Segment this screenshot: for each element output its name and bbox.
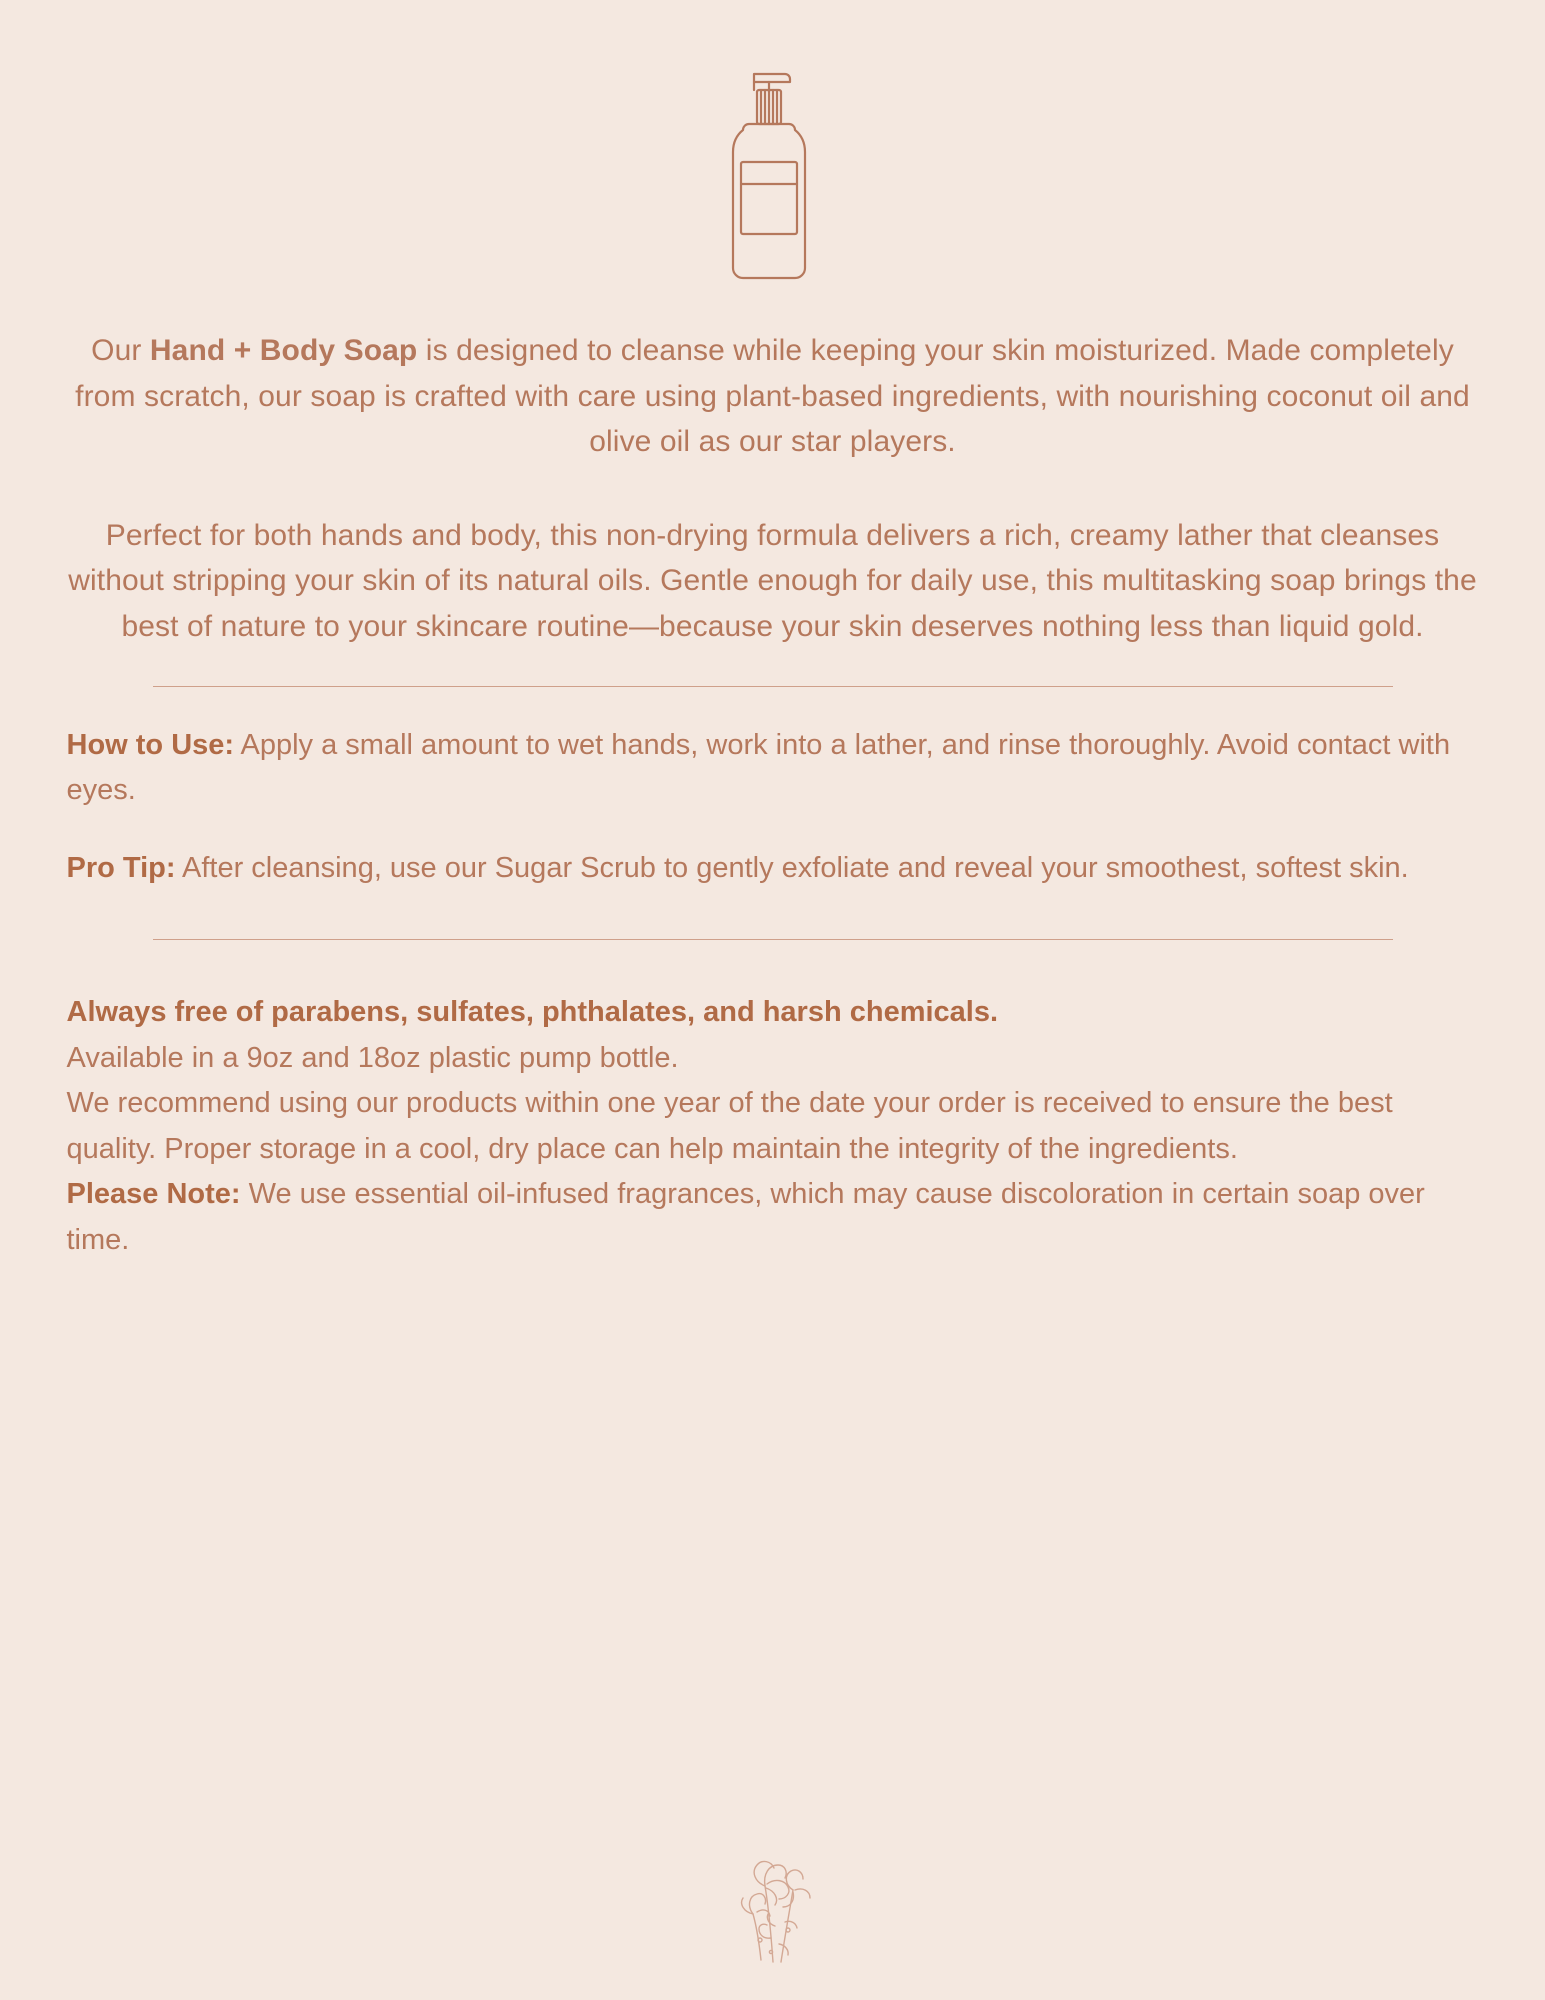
please-note-text: We use essential oil-infused fragrances, which may cause discoloration in certain soap over time. — [66, 1178, 1425, 1256]
intro-copy — [63, 292, 1483, 650]
intro-p1-pre: Our — [91, 334, 150, 367]
specs-section — [63, 940, 1483, 1263]
intro-paragraph-1 — [63, 292, 1483, 465]
please-note-paragraph — [67, 1172, 1483, 1263]
storage-line: We recommend using our products within one year of the date your order is received to ensure the best quality. Proper storage in a cool, dry place can help maintain the integrity of the ingredients. — [66, 1087, 1393, 1165]
how-to-use-text: Apply a small amount to wet hands, work into a lather, and rinse thoroughly. Avoid contact with eyes. — [66, 728, 1451, 807]
product-name: Hand + Body Soap — [149, 334, 418, 367]
soap-bottle-illustration — [60, 0, 1485, 292]
soap-pump-bottle-icon — [713, 62, 833, 292]
intro-paragraph-2: Perfect for both hands and body, this non-drying formula delivers a rich, creamy lather that cleanses without stripping your skin of its natural oils. Gentle enough for daily use, this multitasking soap brings the best of nature to your skincare routine—because your skin deserves nothing less than liquid gold. — [68, 518, 1477, 643]
available-sizes-line: Available in a 9oz and 18oz plastic pump bottle. — [66, 1041, 679, 1074]
footer-illustration — [0, 1834, 1545, 1964]
pro-tip-paragraph — [67, 846, 1483, 892]
how-to-use-label: How to Use: — [66, 728, 235, 761]
specs-lines — [67, 990, 1483, 1172]
pro-tip-label: Pro Tip: — [66, 851, 176, 884]
pro-tip-text: After cleansing, use our Sugar Scrub to gently exfoliate and reveal your smoothest, softest skin. — [175, 851, 1409, 884]
please-note-label: Please Note: — [66, 1178, 241, 1211]
usage-section — [63, 687, 1483, 892]
wildflower-sprig-icon — [713, 1834, 833, 1964]
free-of-line: Always free of parabens, sulfates, phthalates, and harsh chemicals. — [66, 996, 999, 1029]
intro-p1-post: is designed to cleanse while keeping your skin moisturized. Made completely from scratch, our soap is crafted with care using plant-based ingredients, with nourishing coconut oil and olive oil as our star players. — [75, 334, 1470, 459]
how-to-use-paragraph — [67, 723, 1483, 814]
